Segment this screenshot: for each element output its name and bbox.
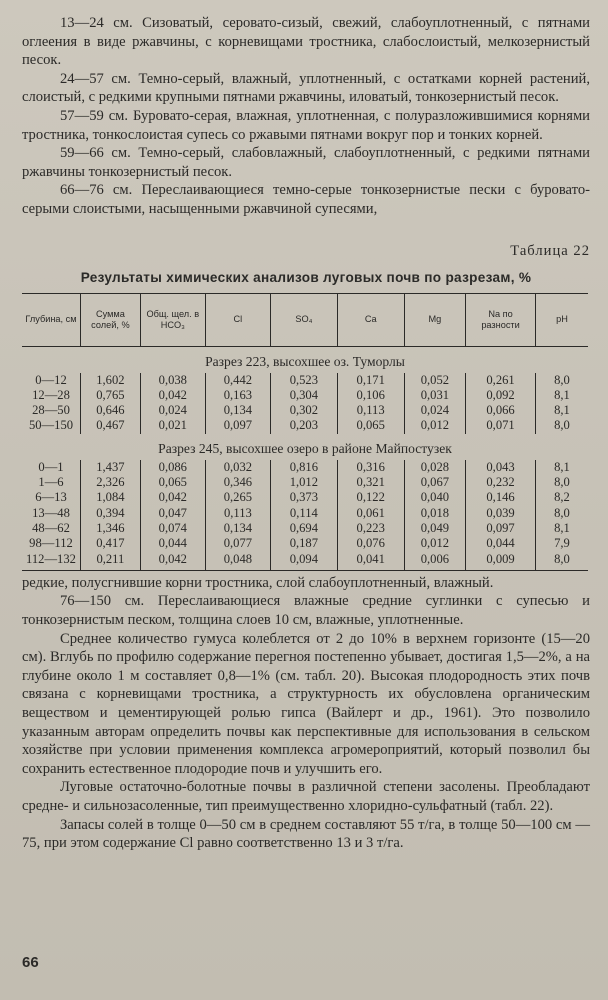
table-cell: 0,065 [140, 475, 205, 490]
table-title: Результаты химических анализов луговых почв по разрезам, % [80, 269, 532, 285]
table-cell: 1,602 [80, 373, 140, 388]
paragraph: 76—150 см. Переслаивающиеся влажные средние суглинки с супесью и тонкозернистым песком, толщина слоев 10 см, влажные, уплотненные. [22, 593, 590, 628]
table-body [22, 346, 588, 570]
table-cell: 1,437 [80, 460, 140, 475]
table-cell: 0,052 [404, 373, 466, 388]
table-row [22, 536, 588, 551]
table-cell: 8,1 [535, 521, 588, 536]
table-cell: 0,302 [270, 403, 337, 418]
table-cell: 48—62 [32, 520, 70, 535]
table-row [22, 418, 588, 433]
text-top [22, 14, 590, 219]
table-cell: 0,018 [404, 506, 466, 521]
table-cell: 0,122 [337, 490, 404, 505]
table-cell: 0,394 [80, 506, 140, 521]
table-cell: 0,038 [140, 373, 205, 388]
table-cell: 0,066 [466, 403, 536, 418]
table-cell: 8,0 [535, 475, 588, 490]
table-cell: 0,024 [404, 403, 466, 418]
table-cell: 0,417 [80, 536, 140, 551]
col-header: Cl [205, 293, 270, 346]
table-cell: 8,2 [535, 490, 588, 505]
table-cell: 0,042 [140, 388, 205, 403]
table-cell: 8,1 [535, 388, 588, 403]
table-cell: 0,523 [270, 373, 337, 388]
table-cell: 0,049 [404, 521, 466, 536]
table-cell: 0,041 [337, 552, 404, 571]
table-cell: 0,061 [337, 506, 404, 521]
table-cell: 112—132 [22, 552, 80, 571]
table-cell: 0,316 [337, 460, 404, 475]
table-row [22, 460, 588, 475]
col-header: Na по разности [466, 293, 536, 346]
table-cell: 0,223 [337, 521, 404, 536]
col-header: pH [535, 293, 588, 346]
table-cell: 0,021 [140, 418, 205, 433]
table-cell: 0,114 [270, 506, 337, 521]
table-cell: 1,084 [80, 490, 140, 505]
table-cell: 0,134 [205, 403, 270, 418]
table-cell: 0,113 [337, 403, 404, 418]
table-cell: 7,9 [535, 536, 588, 551]
section-title-row [22, 434, 588, 460]
table-cell: 0,031 [404, 388, 466, 403]
table-cell: 0,071 [466, 418, 536, 433]
table-cell: 12—28 [32, 387, 70, 402]
section-title: Разрез 223, высохшее оз. Туморлы [205, 353, 405, 369]
table-cell: 8,1 [535, 403, 588, 418]
table-row [22, 506, 588, 521]
table-cell: 0,044 [140, 536, 205, 551]
table-cell: 0,065 [337, 418, 404, 433]
table-cell: 6—13 [35, 490, 67, 505]
col-header: SO₄ [270, 293, 337, 346]
table-cell: 0,042 [140, 490, 205, 505]
table-cell: 0,134 [205, 521, 270, 536]
col-header: Mg [404, 293, 466, 346]
table-number: Таблица 22 [510, 242, 590, 259]
table-cell: 8,0 [535, 373, 588, 388]
table-cell: 0,044 [466, 536, 536, 551]
col-header: Глубина, см [22, 293, 80, 346]
table-cell: 0,816 [270, 460, 337, 475]
table-cell: 0,040 [404, 490, 466, 505]
table-cell: 0,211 [80, 552, 140, 571]
table-cell: 0—12 [35, 372, 67, 387]
col-header: Ca [337, 293, 404, 346]
table-cell: 0,442 [205, 373, 270, 388]
table-cell: 8,0 [535, 506, 588, 521]
table-cell: 0,039 [466, 506, 536, 521]
table-row [22, 552, 588, 571]
table-cell: 0,024 [140, 403, 205, 418]
table-cell: 8,0 [535, 552, 588, 571]
table-cell: 0,012 [404, 418, 466, 433]
table-cell: 0,094 [270, 552, 337, 571]
table-cell: 0,076 [337, 536, 404, 551]
table-cell: 50—150 [28, 418, 74, 433]
table-cell: 1,012 [270, 475, 337, 490]
table-cell: 0,373 [270, 490, 337, 505]
table-cell: 0,106 [337, 388, 404, 403]
table-cell: 0,232 [466, 475, 536, 490]
table-cell: 2,326 [80, 475, 140, 490]
table-cell: 0,146 [466, 490, 536, 505]
section-title: Разрез 245, высохшее озеро в районе Майпостузек [158, 440, 452, 456]
table-cell: 0,092 [466, 388, 536, 403]
table-cell: 0,203 [270, 418, 337, 433]
section-title-row [22, 346, 588, 373]
table-row [22, 521, 588, 536]
table-cell: 0,009 [466, 552, 536, 571]
paragraph: Запасы солей в толще 0—50 см в среднем составляют 55 т/га, в толще 50—100 см — 75, при этом содержание Cl равно соответственно 13 и 3 т/га. [22, 816, 590, 852]
chemical-analysis-table [22, 293, 588, 571]
table-cell: 8,1 [535, 460, 588, 475]
table-cell: 0,467 [80, 418, 140, 433]
table-cell: 0,048 [205, 552, 270, 571]
paragraph: 13—24 см. Сизоватый, серовато-сизый, свежий, слабоуплотненный, с пятнами оглеения в виде ржавчины, с корневищами тростника, слабослоистый, мелкозернистый песок. [22, 15, 590, 69]
table-row [22, 403, 588, 418]
table-row [22, 490, 588, 505]
table-cell: 0,067 [404, 475, 466, 490]
table-cell: 0,646 [80, 403, 140, 418]
table-cell: 0,346 [205, 475, 270, 490]
table-cell: 0,006 [404, 552, 466, 571]
table-cell: 0,261 [466, 373, 536, 388]
table-cell: 0,113 [205, 506, 270, 521]
table-cell: 0,097 [205, 418, 270, 433]
paragraph: 57—59 см. Буровато-серая, влажная, уплотненная, с полуразложившимися корнями тростника, тонкослоистая супесь со ржавыми пятнами вокруг пор и тонких корней. [22, 107, 590, 143]
table-cell: 28—50 [32, 403, 70, 418]
table-cell: 1—6 [38, 475, 64, 490]
table-cell: 13—48 [32, 505, 70, 520]
table-cell: 0,043 [466, 460, 536, 475]
table-cell: 0,321 [337, 475, 404, 490]
table-cell: 0,304 [270, 388, 337, 403]
table-row [22, 388, 588, 403]
table-cell: 98—112 [29, 536, 73, 551]
page-number: 66 [22, 954, 39, 971]
table-cell: 0,077 [205, 536, 270, 551]
table-cell: 0,265 [205, 490, 270, 505]
table-cell: 0,074 [140, 521, 205, 536]
table-header-row [22, 293, 588, 346]
text-bottom [22, 574, 590, 853]
table-cell: 0,097 [466, 521, 536, 536]
table-row [22, 373, 588, 388]
col-header: Общ. щел. в HCO₃ [140, 293, 205, 346]
table-cell: 0,047 [140, 506, 205, 521]
table-cell: 0,042 [140, 552, 205, 571]
col-header: Сумма солей, % [80, 293, 140, 346]
table-cell: 0,694 [270, 521, 337, 536]
table-cell: 0,086 [140, 460, 205, 475]
table-cell: 0,163 [205, 388, 270, 403]
table-row [22, 475, 588, 490]
paragraph: 66—76 см. Переслаивающиеся темно-серые тонкозернистые пески с буровато-серыми слоистыми, насыщенными ржавчиной супесями, [22, 182, 590, 217]
table-cell: 0,187 [270, 536, 337, 551]
table-cell: 0,765 [80, 388, 140, 403]
paragraph: 24—57 см. Темно-серый, влажный, уплотненный, с остатками корней растений, слоистый, с редкими крупными пятнами ржавчины, иловатый, тонкозернистый песок. [22, 70, 590, 106]
paragraph: Среднее количество гумуса колеблется от 2 до 10% в верхнем горизонте (15—20 см). Вглубь по профилю содержание перегноя постепенно убывает, достигая 1,5—2%, а на глубине около 1 м составляет 0,8—1% (см. табл. 20). Высокая плодородность этих почв связана с корневищами тростника, а структурность их обусловлена органическим веществом и цементирующей ролью гипса (Вайлерт и др., 1961). Это позволило указанным авторам определить почвы как перспективные для использования в сельском хозяйстве при условии применения комплекса агромероприятий, который позволил бы сохранить естественное плодородие почв и улучшить его. [22, 630, 590, 777]
table-cell: 0—1 [38, 459, 64, 474]
paragraph: редкие, полусгнившие корни тростника, слой слабоуплотненный, влажный. [22, 574, 494, 591]
paragraph: Луговые остаточно-болотные почвы в различной степени засолены. Преобладают средне- и сильнозасоленные, тип преимущественно хлоридно-сульфатный (табл. 22). [22, 779, 590, 814]
table-cell: 8,0 [535, 418, 588, 433]
table-cell: 0,028 [404, 460, 466, 475]
paragraph: 59—66 см. Темно-серый, слабовлажный, слабоуплотненный, с редкими пятнами ржавчины тонкозернистый песок. [22, 145, 590, 180]
table-cell: 0,032 [205, 460, 270, 475]
table-cell: 1,346 [80, 521, 140, 536]
table-cell: 0,012 [404, 536, 466, 551]
table-cell: 0,171 [337, 373, 404, 388]
